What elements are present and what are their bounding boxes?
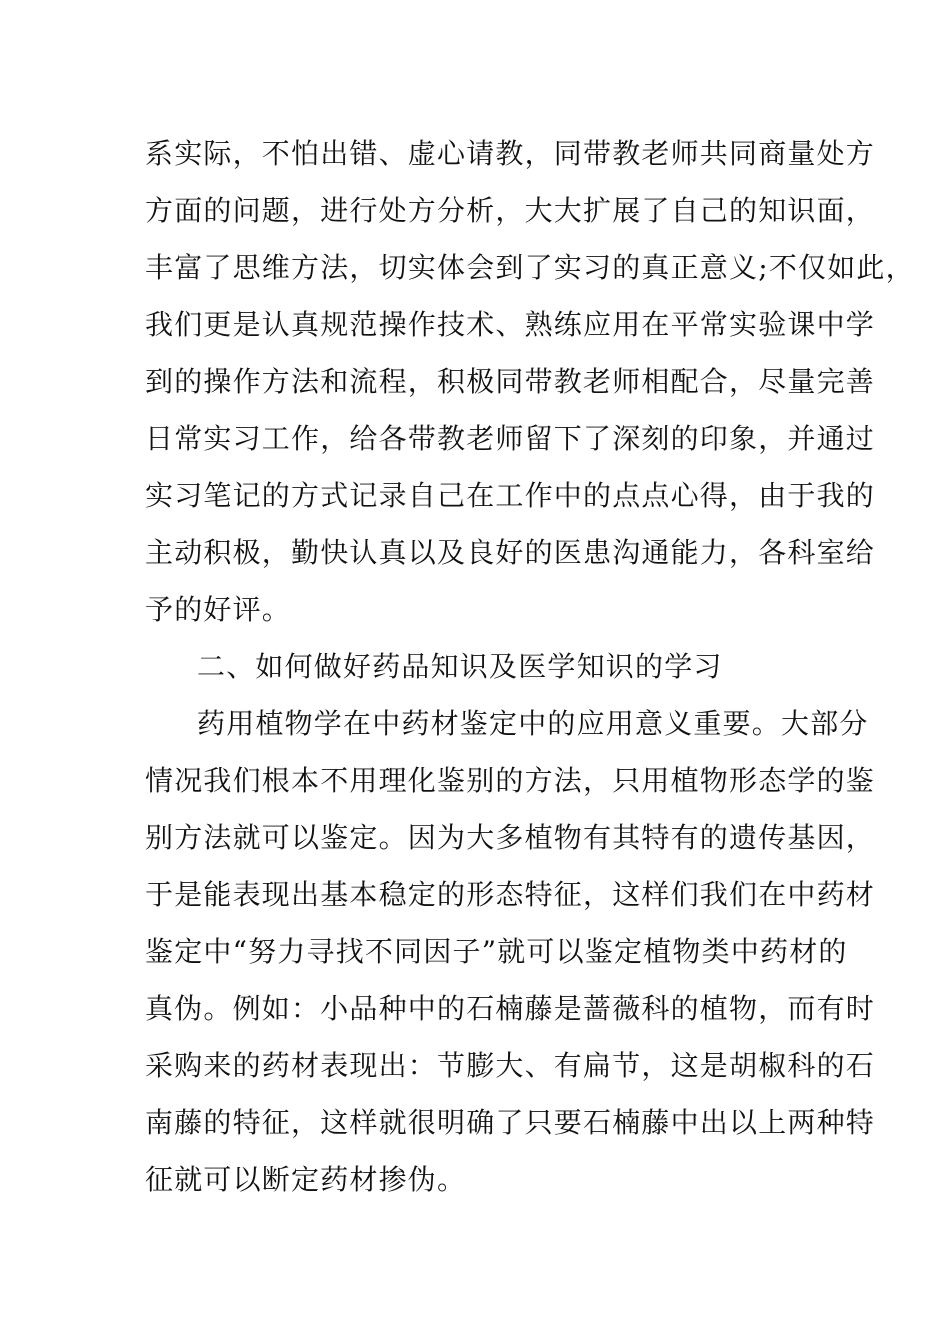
text-line: 方面的问题，进行处方分析，大大扩展了自己的知识面， [145,194,876,227]
text-line: 征就可以断定药材掺伪。 [145,1163,467,1196]
text-line: 鉴定中“努力寻找不同因子”就可以鉴定植物类中药材的 [145,935,848,968]
text-line: 实习笔记的方式记录自己在工作中的点点心得，由于我的 [145,479,876,512]
section-heading: 二、如何做好药品知识及医学知识的学习 [197,650,723,683]
text-line: 我们更是认真规范操作技术、熟练应用在平常实验课中学 [145,308,876,341]
text-line: 丰富了思维方法，切实体会到了实习的真正意义;不仅如此， [145,251,915,284]
text-line: 情况我们根本不用理化鉴别的方法，只用植物形态学的鉴 [145,764,876,797]
text-line: 主动积极，勤快认真以及良好的医患沟通能力，各科室给 [145,536,876,569]
text-line: 到的操作方法和流程，积极同带教老师相配合，尽量完善 [145,365,876,398]
text-line: 系实际，不怕出错、虚心请教，同带教老师共同商量处方 [145,137,876,170]
paragraph-1 [145,125,915,638]
paragraph-2 [145,695,876,1208]
text-line: 真伪。例如：小品种中的石楠藤是蔷薇科的植物，而有时 [145,992,876,1025]
text-line: 采购来的药材表现出：节膨大、有扁节，这是胡椒科的石 [145,1049,876,1082]
text-line: 别方法就可以鉴定。因为大多植物有其特有的遗传基因， [145,821,876,854]
text-line: 于是能表现出基本稳定的形态特征，这样们我们在中药材 [145,878,876,911]
text-line: 日常实习工作，给各带教老师留下了深刻的印象，并通过 [145,422,876,455]
text-line: 南藤的特征，这样就很明确了只要石楠藤中出以上两种特 [145,1106,876,1139]
text-line: 予的好评。 [145,593,292,626]
text-line: 药用植物学在中药材鉴定中的应用意义重要。大部分 [197,707,869,740]
document-body [145,125,915,1208]
